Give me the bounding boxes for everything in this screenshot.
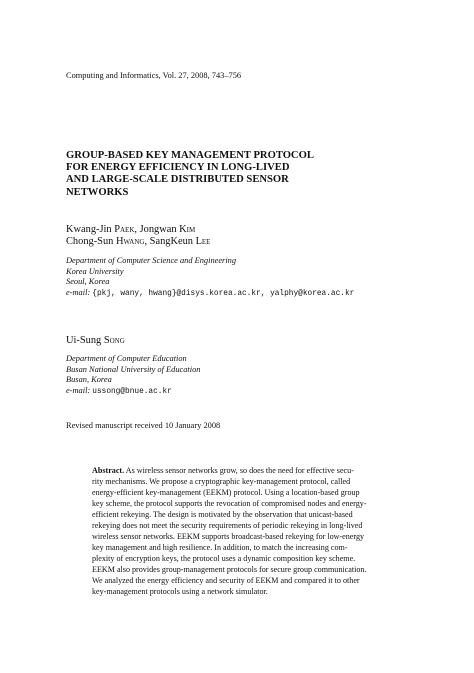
- abstract-line: key-management protocols using a network simulator.: [92, 587, 268, 596]
- abstract-line: EEKM also provides group-management protocols for secure group communication.: [92, 565, 367, 574]
- email-address: {pkj, wany, hwang}@disys.korea.ac.kr, yalphy@korea.ac.kr: [92, 289, 355, 298]
- abstract-line: efficient rekeying. The design is motivated by the observation that unicast-based: [92, 510, 353, 519]
- email-address: ussong@bnue.ac.kr: [92, 387, 172, 396]
- affiliation-block-2: [66, 354, 200, 397]
- email-label: e-mail:: [66, 385, 91, 395]
- abstract-line: We analyzed the energy efficiency and security of EEKM and compared it to other: [92, 576, 360, 585]
- author-line: Chong-Sun Hwang, SangKeun Lee: [66, 236, 211, 247]
- abstract: [92, 465, 405, 597]
- author-line: Ui-Sung Song: [66, 335, 125, 346]
- journal-citation: Computing and Informatics, Vol. 27, 2008, 743–756: [66, 71, 242, 80]
- city: Seoul, Korea: [66, 277, 110, 287]
- title-line: NETWORKS: [66, 186, 129, 198]
- department: Department of Computer Science and Engineering: [66, 256, 237, 265]
- university: Korea University: [66, 266, 124, 276]
- email-line: [66, 386, 200, 398]
- university: Busan National University of Education: [66, 364, 201, 374]
- revised-note: Revised manuscript received 10 January 2008: [66, 421, 221, 430]
- abstract-line: wireless sensor networks. EEKM supports broadcast-based rekeying for low-energy: [92, 532, 365, 541]
- paper-title: [66, 150, 426, 199]
- email-label: e-mail:: [66, 287, 91, 297]
- abstract-line: rity mechanisms. We propose a cryptographic key-management protocol, called: [92, 477, 351, 486]
- abstract-line: plexity of encryption keys, the protocol uses a dynamic composition key scheme.: [92, 554, 356, 563]
- abstract-line: energy-efficient key-management (EEKM) protocol. Using a location-based group: [92, 488, 360, 497]
- department: Department of Computer Education: [66, 354, 187, 363]
- email-line: [66, 288, 354, 300]
- abstract-line: key management and high resilience. In addition, to match the increasing com-: [92, 543, 348, 552]
- title-line: AND LARGE-SCALE DISTRIBUTED SENSOR: [66, 174, 289, 186]
- city: Busan, Korea: [66, 375, 112, 385]
- affiliation-block-1: [66, 256, 354, 299]
- abstract-line: rekeying does not meet the security requirements of periodic rekeying in long-lived: [92, 521, 363, 530]
- abstract-line: [92, 465, 405, 476]
- title-line: GROUP-BASED KEY MANAGEMENT PROTOCOL: [66, 150, 314, 161]
- abstract-text: As wireless sensor networks grow, so does the need for effective secu-: [125, 466, 354, 475]
- abstract-label: Abstract.: [92, 466, 125, 475]
- author-line: Kwang-Jin Paek, Jongwan Kim: [66, 224, 196, 235]
- title-line: FOR ENERGY EFFICIENCY IN LONG-LIVED: [66, 162, 290, 174]
- abstract-line: key scheme, the protocol supports the revocation of compromised nodes and energy-: [92, 499, 367, 508]
